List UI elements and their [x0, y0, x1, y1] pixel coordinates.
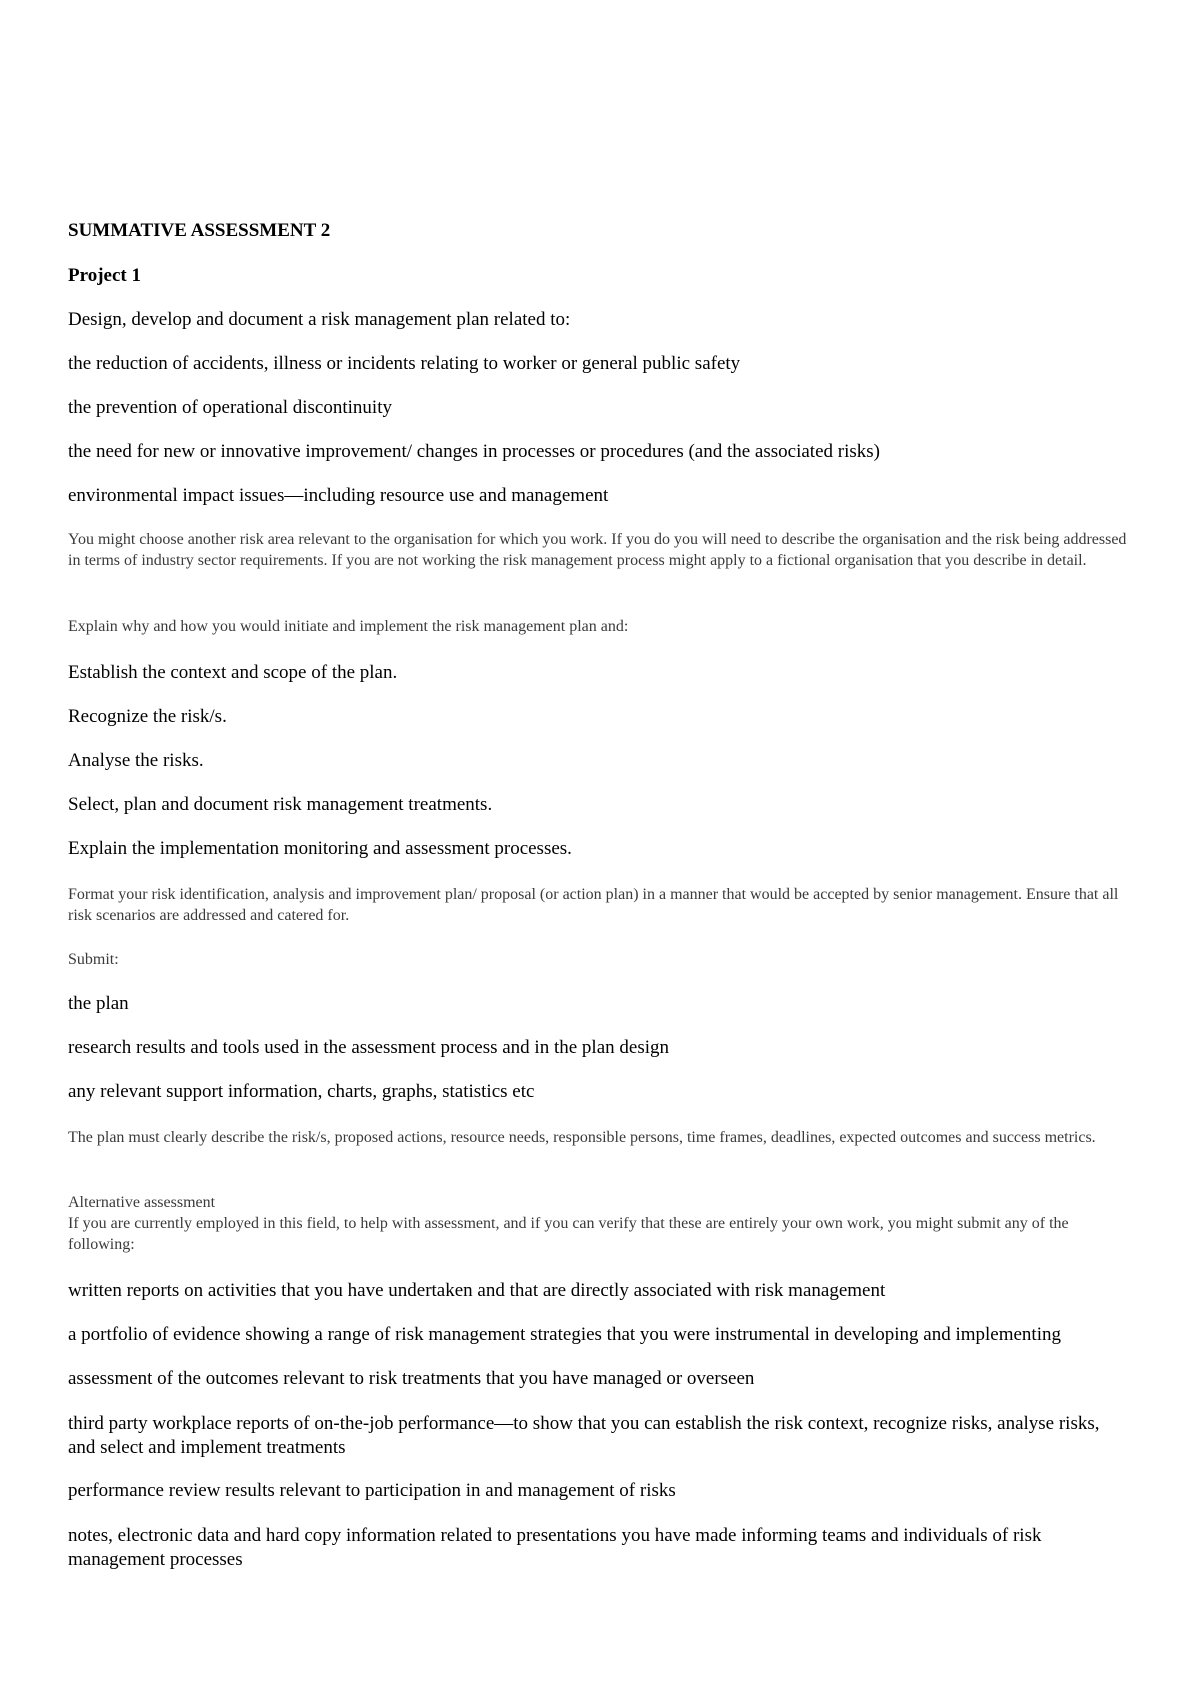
- plan-note: The plan must clearly describe the risk/s, proposed actions, resource needs, responsible persons, time frames, deadlines, expected outcomes and success metrics.: [68, 1129, 1096, 1146]
- risk-area-item: the need for new or innovative improvement/ changes in processes or procedures (and the associated risks): [68, 441, 880, 462]
- alternative-heading: Alternative assessment: [68, 1194, 216, 1211]
- other-area-note: You might choose another risk area relevant to the organisation for which you work. If you do you will need to describe the organisation and the risk being addressed in terms of industry sector requirements. If you are not working the risk management process might apply to a fictional organisation that you describe in detail.: [68, 531, 1127, 569]
- alternative-item: performance review results relevant to participation in and management of risks: [68, 1480, 676, 1501]
- submit-item: research results and tools used in the assessment process and in the plan design: [68, 1037, 669, 1058]
- submit-item: the plan: [68, 993, 129, 1014]
- alternative-item: notes, electronic data and hard copy information related to presentations you have made informing teams and individuals of risk management processes: [68, 1525, 1042, 1570]
- alternative-item: a portfolio of evidence showing a range of risk management strategies that you were instrumental in developing and implementing: [68, 1324, 1061, 1345]
- alternative-item: assessment of the outcomes relevant to risk treatments that you have managed or overseen: [68, 1368, 755, 1389]
- step-item: Select, plan and document risk management treatments.: [68, 794, 493, 815]
- project-title: Project 1: [68, 265, 141, 286]
- explain-intro: Explain why and how you would initiate and implement the risk management plan and:: [68, 618, 629, 635]
- format-note: Format your risk identification, analysis and improvement plan/ proposal (or action plan) in a manner that would be accepted by senior management. Ensure that all risk scenarios are addressed and catered for.: [68, 886, 1119, 924]
- risk-area-item: the prevention of operational discontinuity: [68, 397, 392, 418]
- step-item: Explain the implementation monitoring and assessment processes.: [68, 838, 572, 859]
- step-item: Establish the context and scope of the plan.: [68, 662, 398, 683]
- risk-area-item: the reduction of accidents, illness or incidents relating to worker or general public safety: [68, 353, 741, 374]
- alternative-intro: If you are currently employed in this field, to help with assessment, and if you can verify that these are entirely your own work, you might submit any of the following:: [68, 1215, 1069, 1253]
- alternative-item: written reports on activities that you have undertaken and that are directly associated with risk management: [68, 1280, 886, 1301]
- submit-label: Submit:: [68, 951, 119, 968]
- page-heading: SUMMATIVE ASSESSMENT 2: [68, 220, 331, 241]
- risk-area-item: environmental impact issues—including resource use and management: [68, 485, 609, 506]
- submit-item: any relevant support information, charts, graphs, statistics etc: [68, 1081, 535, 1102]
- intro-text: Design, develop and document a risk management plan related to:: [68, 309, 571, 330]
- alternative-item: third party workplace reports of on-the-job performance—to show that you can establish the risk context, recognize risks, analyse risks, and select and implement treatments: [68, 1413, 1100, 1458]
- step-item: Recognize the risk/s.: [68, 706, 227, 727]
- step-item: Analyse the risks.: [68, 750, 204, 771]
